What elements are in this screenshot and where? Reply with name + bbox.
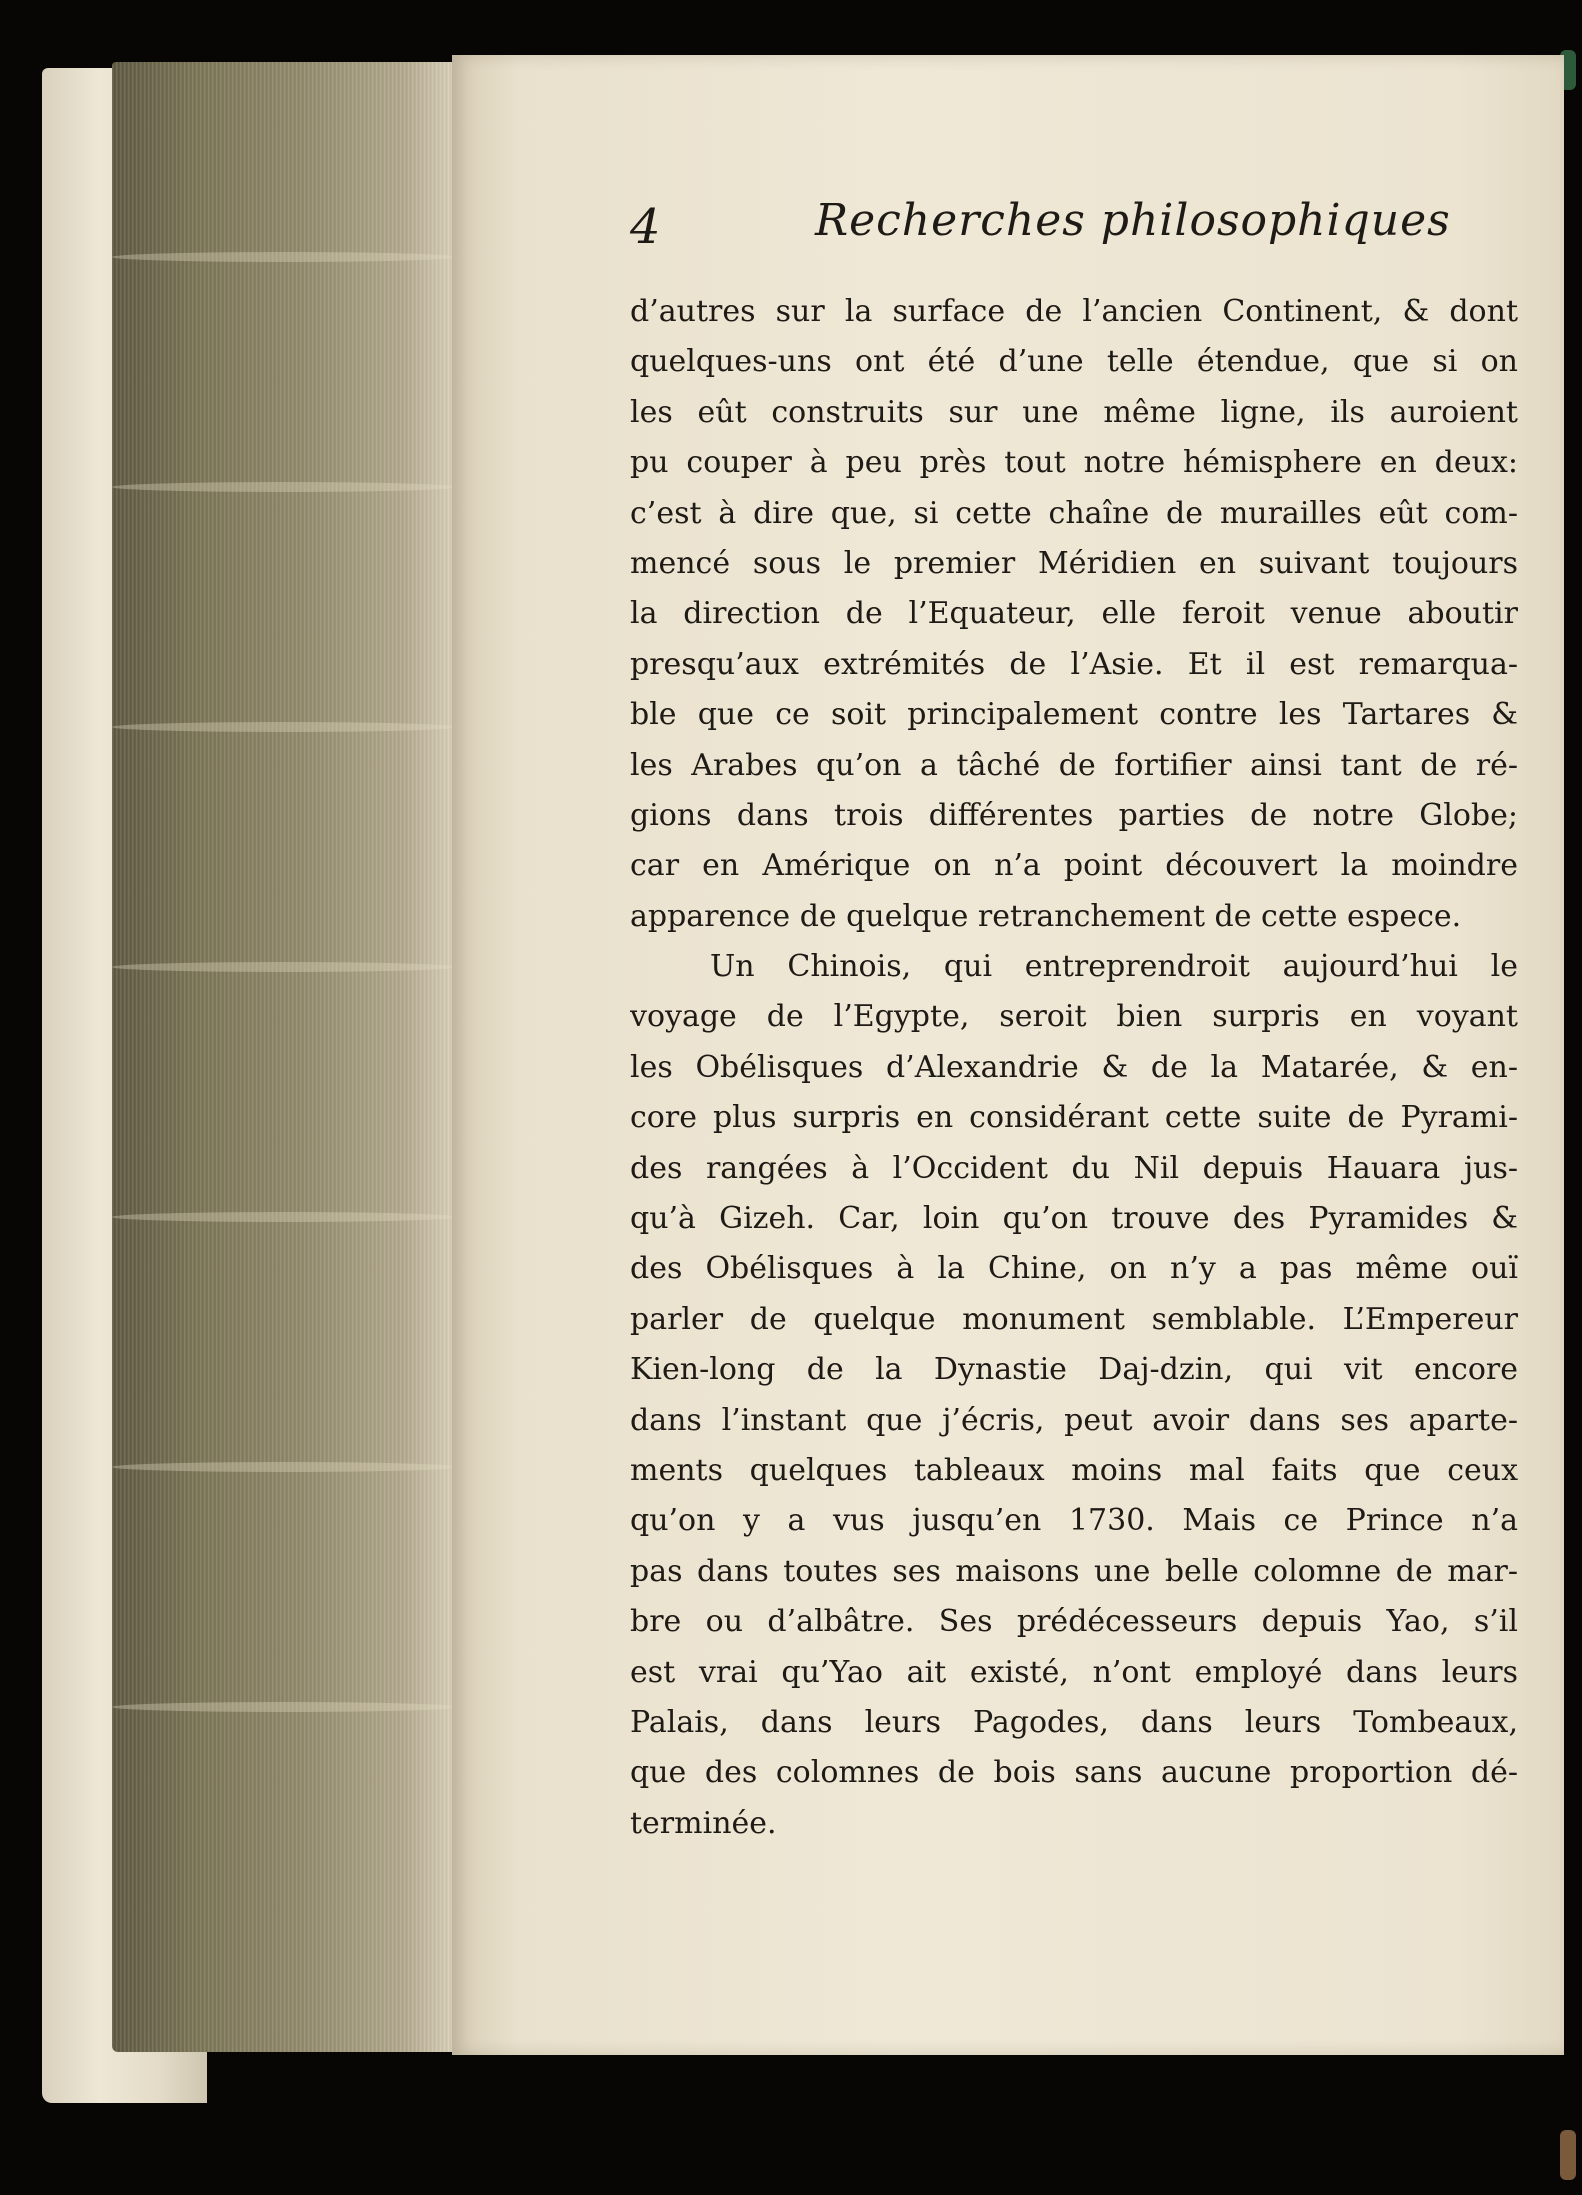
text-line: des Obélisques à la Chine, on n’y a pas même ouï — [630, 1251, 1518, 1287]
book-page — [452, 55, 1564, 2055]
text-line: d’autres sur la surface de l’ancien Continent, & dont — [630, 294, 1518, 329]
text-line: car en Amérique on n’a point découvert la moindre — [630, 848, 1518, 884]
text-line: Palais, dans leurs Pagodes, dans leurs Tombeaux, — [630, 1704, 1518, 1740]
text-line: les Obélisques d’Alexandrie & de la Matarée, & en- — [630, 1049, 1518, 1085]
text-line: ments quelques tableaux moins mal faits que ceux — [630, 1452, 1518, 1488]
text-line: est vrai qu’Yao ait existé, n’ont employé dans leurs — [630, 1654, 1518, 1690]
text-line: qu’à Gizeh. Car, loin qu’on trouve des Pyramides & — [630, 1201, 1518, 1237]
text-line: dans l’instant que j’écris, peut avoir dans ses aparte- — [630, 1402, 1518, 1438]
text-line: presqu’aux extrémités de l’Asie. Et il est remarqua- — [630, 646, 1518, 682]
text-line: des rangées à l’Occident du Nil depuis Hauara jus- — [630, 1150, 1518, 1186]
page-edge-block — [112, 62, 457, 2052]
text-line: apparence de quelque retranchement de cette espece. — [630, 898, 1462, 934]
text-line: ble que ce soit principalement contre les Tartares & — [630, 697, 1518, 733]
text-line: terminée. — [630, 1805, 777, 1841]
text-line: pu couper à peu près tout notre hémisphere en deux: — [630, 445, 1518, 481]
page-header — [630, 195, 1530, 275]
text-line: les Arabes qu’on a tâché de fortifier ainsi tant de ré- — [630, 747, 1518, 783]
text-line: c’est à dire que, si cette chaîne de murailles eût com- — [630, 495, 1518, 531]
text-line: parler de quelque monument semblable. L’Empereur — [630, 1301, 1518, 1337]
text-line: quelques-uns ont été d’une telle étendue, que si on — [630, 344, 1518, 380]
binding-thread-bottom — [1560, 2130, 1576, 2180]
text-line: gions dans trois différentes parties de notre Globe; — [630, 797, 1518, 833]
text-line: que des colomnes de bois sans aucune proportion dé- — [630, 1755, 1518, 1791]
text-line: Un Chinois, qui entreprendroit aujourd’hui le — [710, 949, 1518, 985]
text-line: core plus surpris en considérant cette suite de Pyrami- — [630, 1100, 1518, 1136]
text-line: la direction de l’Equateur, elle feroit venue aboutir — [630, 596, 1518, 632]
text-line: mencé sous le premier Méridien en suivant toujours — [630, 545, 1518, 581]
text-line: Kien-long de la Dynastie Daj-dzin, qui vit encore — [630, 1352, 1518, 1388]
text-line: pas dans toutes ses maisons une belle colomne de mar- — [630, 1553, 1518, 1589]
body-text — [630, 287, 1518, 1849]
text-line: les eût construits sur une même ligne, ils auroient — [630, 394, 1518, 430]
running-title: Recherches philosophiques — [815, 195, 1451, 246]
text-line: qu’on y a vus jusqu’en 1730. Mais ce Prince n’a — [630, 1503, 1518, 1539]
text-line: voyage de l’Egypte, seroit bien surpris en voyant — [630, 999, 1518, 1035]
page-number: 4 — [630, 199, 661, 255]
text-line: bre ou d’albâtre. Ses prédécesseurs depuis Yao, s’il — [630, 1604, 1518, 1640]
